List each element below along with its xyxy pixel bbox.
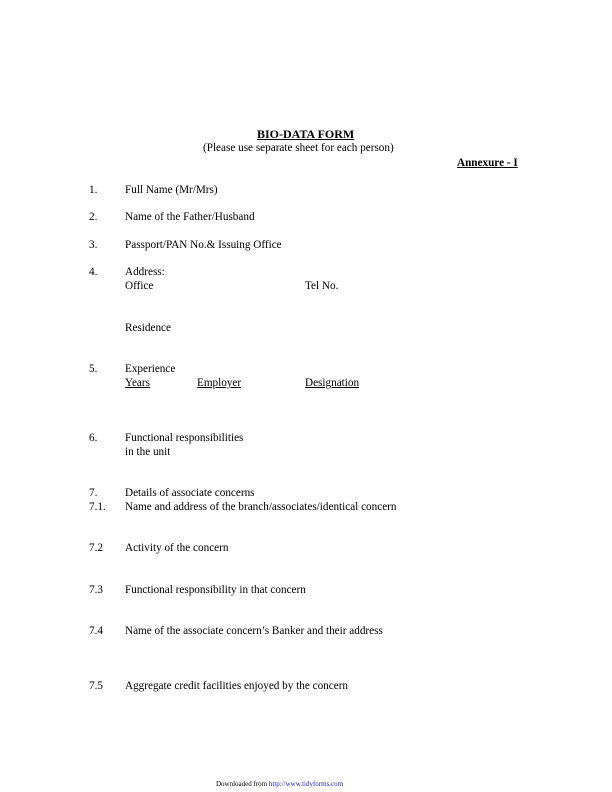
footer-prefix: Downloaded from bbox=[216, 780, 269, 788]
item-3-label: Passport/PAN No.& Issuing Office bbox=[125, 239, 282, 251]
item-7-number: 7. bbox=[89, 487, 98, 499]
experience-years-header: Years bbox=[125, 377, 150, 389]
item-7-3-label: Functional responsibility in that concern bbox=[125, 584, 306, 596]
item-3-number: 3. bbox=[89, 239, 98, 251]
item-6-label: Functional responsibilities bbox=[125, 432, 244, 444]
item-7-1-label: Name and address of the branch/associates/identical concern bbox=[125, 501, 397, 513]
item-7-1-number: 7.1. bbox=[89, 501, 106, 513]
address-office-label: Office bbox=[125, 280, 154, 292]
form-title: BIO-DATA FORM bbox=[257, 127, 355, 141]
form-subtitle: (Please use separate sheet for each person) bbox=[203, 142, 394, 154]
item-4-label: Address: bbox=[125, 266, 165, 278]
item-7-4-number: 7.4 bbox=[89, 625, 103, 637]
item-7-2-label: Activity of the concern bbox=[125, 542, 229, 554]
annexure-label: Annexure - I bbox=[457, 157, 518, 169]
item-7-4-label: Name of the associate concern’s Banker and their address bbox=[125, 625, 383, 637]
item-2-number: 2. bbox=[89, 211, 98, 223]
footer bbox=[216, 778, 343, 791]
item-7-3-number: 7.3 bbox=[89, 584, 103, 596]
item-7-label: Details of associate concerns bbox=[125, 487, 255, 499]
item-5-number: 5. bbox=[89, 363, 98, 375]
item-6-label-cont: in the unit bbox=[125, 446, 171, 458]
address-residence-label: Residence bbox=[125, 322, 171, 334]
item-7-2-number: 7.2 bbox=[89, 542, 103, 554]
item-5-label: Experience bbox=[125, 363, 176, 375]
item-4-number: 4. bbox=[89, 266, 98, 278]
item-1-label: Full Name (Mr/Mrs) bbox=[125, 184, 218, 196]
item-1-number: 1. bbox=[89, 184, 98, 196]
item-7-5-number: 7.5 bbox=[89, 680, 103, 692]
item-2-label: Name of the Father/Husband bbox=[125, 211, 255, 223]
item-6-number: 6. bbox=[89, 432, 98, 444]
experience-employer-header: Employer bbox=[197, 377, 242, 389]
item-7-5-label: Aggregate credit facilities enjoyed by the concern bbox=[125, 680, 349, 692]
footer-link[interactable]: http://www.tidyforms.com bbox=[268, 780, 344, 788]
address-tel-label: Tel No. bbox=[305, 280, 339, 292]
experience-designation-header: Designation bbox=[305, 377, 360, 389]
